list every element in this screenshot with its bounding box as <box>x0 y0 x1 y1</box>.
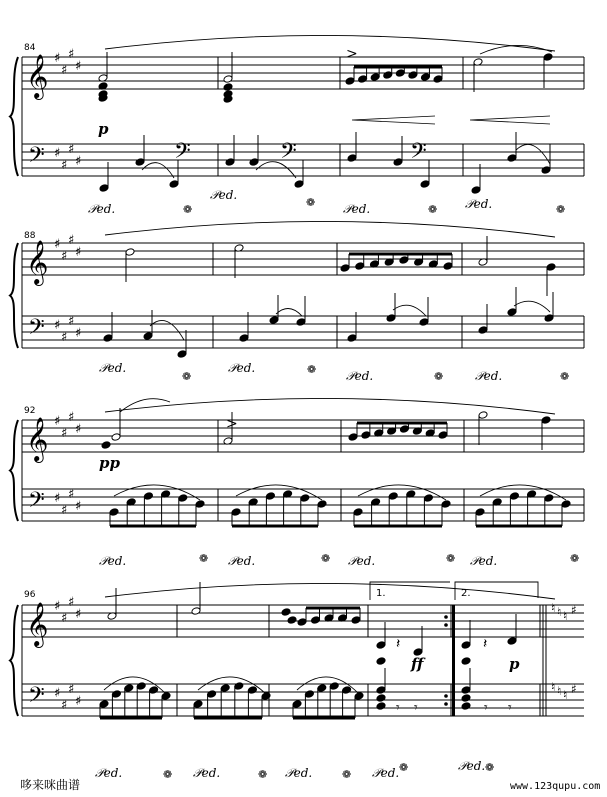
sharp-icon: ♯ <box>54 599 61 614</box>
dynamic-p: p <box>98 120 109 138</box>
footer-url: www.123qupu.com <box>510 781 601 792</box>
note-head <box>461 702 471 711</box>
pedal-mark: 𝒫ed. <box>95 766 123 780</box>
bass-clef-icon: 𝄢 <box>280 139 297 169</box>
sharp-icon: ♯ <box>61 503 68 518</box>
staff-lines <box>22 243 584 275</box>
note-head <box>111 690 121 699</box>
note-head <box>376 657 386 666</box>
bass-clef-icon: 𝄢 <box>28 683 45 713</box>
note-head <box>143 332 153 341</box>
pedal-mark: 𝒫ed. <box>372 766 400 780</box>
sharp-icon: ♯ <box>75 694 82 709</box>
bass-clef-icon: 𝄢 <box>174 139 191 169</box>
footer-site-name: 哆来咪曲谱 <box>20 778 81 792</box>
sharp-icon: ♯ <box>61 330 68 345</box>
note-head <box>340 264 350 273</box>
pedal-mark: 𝒫ed. <box>99 361 127 375</box>
quarter-rest-icon: 𝄽 <box>483 636 488 652</box>
accent-icon: > <box>346 46 358 62</box>
note-head <box>507 637 517 646</box>
system-brace <box>10 420 18 521</box>
note-head <box>443 262 453 271</box>
sharp-icon: ♯ <box>68 233 75 248</box>
natural-icon: ♮ <box>551 680 556 694</box>
slur <box>120 399 170 412</box>
slur <box>516 144 550 164</box>
note-head <box>355 262 365 271</box>
repeat-dot <box>444 702 448 706</box>
treble-clef-icon: 𝄞 <box>26 417 49 461</box>
sharp-icon: ♯ <box>68 142 75 157</box>
sharp-icon: ♯ <box>571 682 577 696</box>
note-head <box>292 700 302 709</box>
pedal-release-icon: ❁ <box>560 370 570 383</box>
pedal-mark: 𝒫ed. <box>228 554 256 568</box>
note-head <box>311 616 321 625</box>
sharp-icon: ♯ <box>75 607 82 622</box>
note-head <box>195 500 205 509</box>
pedal-release-icon: ❁ <box>163 768 173 781</box>
repeat-dot <box>444 694 448 698</box>
note-head <box>399 256 409 265</box>
slur <box>105 221 555 237</box>
note-head <box>193 700 203 709</box>
note-head <box>177 350 187 359</box>
note-head <box>561 500 571 509</box>
staff-lines <box>22 489 584 521</box>
note-head <box>149 686 159 695</box>
pedal-release-icon: ❁ <box>428 203 438 216</box>
measure-number-92: 92 <box>24 406 36 416</box>
dynamic-p-second-ending: p <box>509 655 520 673</box>
slur <box>105 35 555 51</box>
natural-icon: ♮ <box>563 609 568 623</box>
note-head <box>461 686 471 695</box>
note-head <box>223 75 233 84</box>
sharp-icon: ♯ <box>54 491 61 506</box>
treble-clef-icon: 𝄞 <box>26 602 49 646</box>
treble-clef-icon: 𝄞 <box>26 240 49 284</box>
sharp-icon: ♯ <box>54 146 61 161</box>
note-head <box>347 334 357 343</box>
pedal-mark: 𝒫ed. <box>228 361 256 375</box>
note-head <box>419 318 429 327</box>
system-brace <box>10 243 18 348</box>
note-head <box>304 690 314 699</box>
pedal-release-icon: ❁ <box>485 761 495 774</box>
note-head <box>544 494 554 503</box>
pedal-mark: 𝒫ed. <box>475 369 503 383</box>
note-head <box>317 500 327 509</box>
note-head <box>178 494 188 503</box>
note-head <box>265 492 275 501</box>
note-head <box>541 416 551 425</box>
note-head <box>358 75 368 84</box>
measure-number-88: 88 <box>24 231 36 241</box>
sharp-icon: ♯ <box>68 47 75 62</box>
system-brace <box>10 605 18 716</box>
bass-clef-icon: 𝄢 <box>28 488 45 518</box>
pedal-release-icon: ❁ <box>321 552 331 565</box>
note-head <box>420 180 430 189</box>
note-head <box>354 692 364 701</box>
note-head <box>348 433 358 442</box>
note-head <box>191 607 201 616</box>
note-head <box>471 186 481 195</box>
natural-icon: ♮ <box>563 688 568 702</box>
note-head <box>420 73 430 82</box>
note-head <box>423 494 433 503</box>
pedal-mark: 𝒫ed. <box>465 197 493 211</box>
sharp-icon: ♯ <box>571 603 577 617</box>
note-head <box>399 425 409 434</box>
note-head <box>345 77 355 86</box>
note-head <box>207 690 217 699</box>
sharp-icon: ♯ <box>75 326 82 341</box>
pedal-release-icon: ❁ <box>307 363 317 376</box>
note-head <box>347 154 357 163</box>
note-head <box>281 608 291 617</box>
slur <box>105 398 555 414</box>
note-head <box>386 314 396 323</box>
measure-number-96: 96 <box>24 590 36 600</box>
note-head <box>507 154 517 163</box>
pedal-release-icon: ❁ <box>258 768 268 781</box>
sharp-icon: ♯ <box>61 698 68 713</box>
eighth-rest-icon: 𝄾 <box>396 700 400 716</box>
staff-lines <box>22 684 584 716</box>
sharp-icon: ♯ <box>75 245 82 260</box>
sharp-icon: ♯ <box>68 595 75 610</box>
sharp-icon: ♯ <box>68 487 75 502</box>
measure-number-84: 84 <box>24 43 36 53</box>
note-head <box>231 508 241 517</box>
slur <box>393 305 426 316</box>
note-head <box>507 308 517 317</box>
hairpin <box>352 116 435 124</box>
bass-clef-icon: 𝄢 <box>410 139 427 169</box>
pedal-mark: 𝒫ed. <box>346 369 374 383</box>
note-head <box>109 508 119 517</box>
note-head <box>225 158 235 167</box>
pedal-release-icon: ❁ <box>570 552 580 565</box>
natural-icon: ♮ <box>557 605 562 619</box>
slur <box>514 301 550 312</box>
pedal-mark: 𝒫ed. <box>193 766 221 780</box>
note-head <box>361 431 371 440</box>
pedal-mark: 𝒫ed. <box>458 759 486 773</box>
note-head <box>376 702 386 711</box>
sharp-icon: ♯ <box>54 414 61 429</box>
pedal-mark: 𝒫ed. <box>470 554 498 568</box>
bass-clef-icon: 𝄢 <box>28 143 45 173</box>
note-head <box>143 492 153 501</box>
note-head <box>408 71 418 80</box>
natural-icon: ♮ <box>551 601 556 615</box>
note-head <box>220 684 230 693</box>
pedal-release-icon: ❁ <box>183 203 193 216</box>
sharp-icon: ♯ <box>61 249 68 264</box>
pedal-release-icon: ❁ <box>556 203 566 216</box>
note-head <box>546 263 556 272</box>
eighth-rest-icon: 𝄾 <box>484 700 488 716</box>
pedal-release-icon: ❁ <box>199 552 209 565</box>
system-brace <box>10 57 18 176</box>
note-head <box>234 682 244 691</box>
pedal-mark: 𝒫ed. <box>348 554 376 568</box>
note-head <box>269 316 279 325</box>
repeat-dot <box>444 623 448 627</box>
note-head <box>99 700 109 709</box>
quarter-rest-icon: 𝄽 <box>396 636 401 652</box>
pedal-mark: 𝒫ed. <box>88 202 116 216</box>
sharp-icon: ♯ <box>68 682 75 697</box>
sharp-icon: ♯ <box>68 410 75 425</box>
final-barline <box>452 605 455 716</box>
natural-icon: ♮ <box>557 684 562 698</box>
note-head <box>297 618 307 627</box>
sharp-icon: ♯ <box>54 51 61 66</box>
note-head <box>433 75 443 84</box>
accent-icon: > <box>226 416 238 432</box>
note-head <box>136 682 146 691</box>
sharp-icon: ♯ <box>61 63 68 78</box>
note-head <box>223 83 233 92</box>
note-head <box>461 657 471 666</box>
sharp-icon: ♯ <box>61 158 68 173</box>
note-head <box>294 180 304 189</box>
treble-clef-icon: 𝄞 <box>26 54 49 98</box>
ending-2-label: 2. <box>461 588 471 599</box>
note-head <box>441 500 451 509</box>
note-head <box>239 334 249 343</box>
note-head <box>509 492 519 501</box>
note-head <box>103 334 113 343</box>
eighth-rest-icon: 𝄾 <box>508 700 512 716</box>
pedal-release-icon: ❁ <box>434 370 444 383</box>
note-head <box>544 314 554 323</box>
hairpin <box>470 116 550 124</box>
dynamic-pp: pp <box>99 454 120 472</box>
note-head <box>478 326 488 335</box>
note-head <box>376 641 386 650</box>
note-head <box>317 684 327 693</box>
pedal-mark: 𝒫ed. <box>99 554 127 568</box>
note-head <box>124 684 134 693</box>
eighth-rest-icon: 𝄾 <box>414 700 418 716</box>
bass-clef-icon: 𝄢 <box>28 315 45 345</box>
note-head <box>370 73 380 82</box>
note-head <box>543 53 553 62</box>
note-head <box>99 184 109 193</box>
pedal-release-icon: ❁ <box>306 196 316 209</box>
sharp-icon: ♯ <box>54 237 61 252</box>
note-head <box>376 694 386 703</box>
slur <box>105 583 555 599</box>
note-head <box>296 318 306 327</box>
note-head <box>329 682 339 691</box>
sharp-icon: ♯ <box>61 611 68 626</box>
note-head <box>438 431 448 440</box>
sharp-icon: ♯ <box>75 422 82 437</box>
note-head <box>461 694 471 703</box>
slur <box>150 320 184 340</box>
pedal-release-icon: ❁ <box>182 370 192 383</box>
note-head <box>388 492 398 501</box>
note-head <box>461 641 471 650</box>
sharp-icon: ♯ <box>75 499 82 514</box>
note-head <box>101 441 111 450</box>
note-head <box>300 494 310 503</box>
pedal-mark: 𝒫ed. <box>210 188 238 202</box>
pedal-release-icon: ❁ <box>342 768 352 781</box>
pedal-release-icon: ❁ <box>399 761 409 774</box>
note-head <box>135 158 145 167</box>
note-head <box>393 158 403 167</box>
note-head <box>478 411 488 420</box>
sharp-icon: ♯ <box>54 686 61 701</box>
repeat-dot <box>444 615 448 619</box>
note-head <box>125 248 135 257</box>
pedal-mark: 𝒫ed. <box>343 202 371 216</box>
pedal-mark: 𝒫ed. <box>285 766 313 780</box>
slur <box>276 308 302 316</box>
note-head <box>541 166 551 175</box>
note-head <box>342 686 352 695</box>
note-head <box>351 616 361 625</box>
note-head <box>475 508 485 517</box>
note-head <box>376 686 386 695</box>
note-head <box>383 71 393 80</box>
note-head <box>287 616 297 625</box>
sharp-icon: ♯ <box>75 59 82 74</box>
note-head <box>395 69 405 78</box>
note-head <box>249 158 259 167</box>
slur <box>480 45 552 54</box>
sharp-icon: ♯ <box>68 314 75 329</box>
note-head <box>111 433 121 442</box>
dynamic-ff: ff <box>411 655 424 673</box>
sharp-icon: ♯ <box>54 318 61 333</box>
pedal-release-icon: ❁ <box>446 552 456 565</box>
note-head <box>169 180 179 189</box>
note-head <box>247 686 257 695</box>
note-head <box>353 508 363 517</box>
sharp-icon: ♯ <box>61 426 68 441</box>
sharp-icon: ♯ <box>75 154 82 169</box>
ending-1-label: 1. <box>376 588 386 599</box>
note-head <box>161 692 171 701</box>
